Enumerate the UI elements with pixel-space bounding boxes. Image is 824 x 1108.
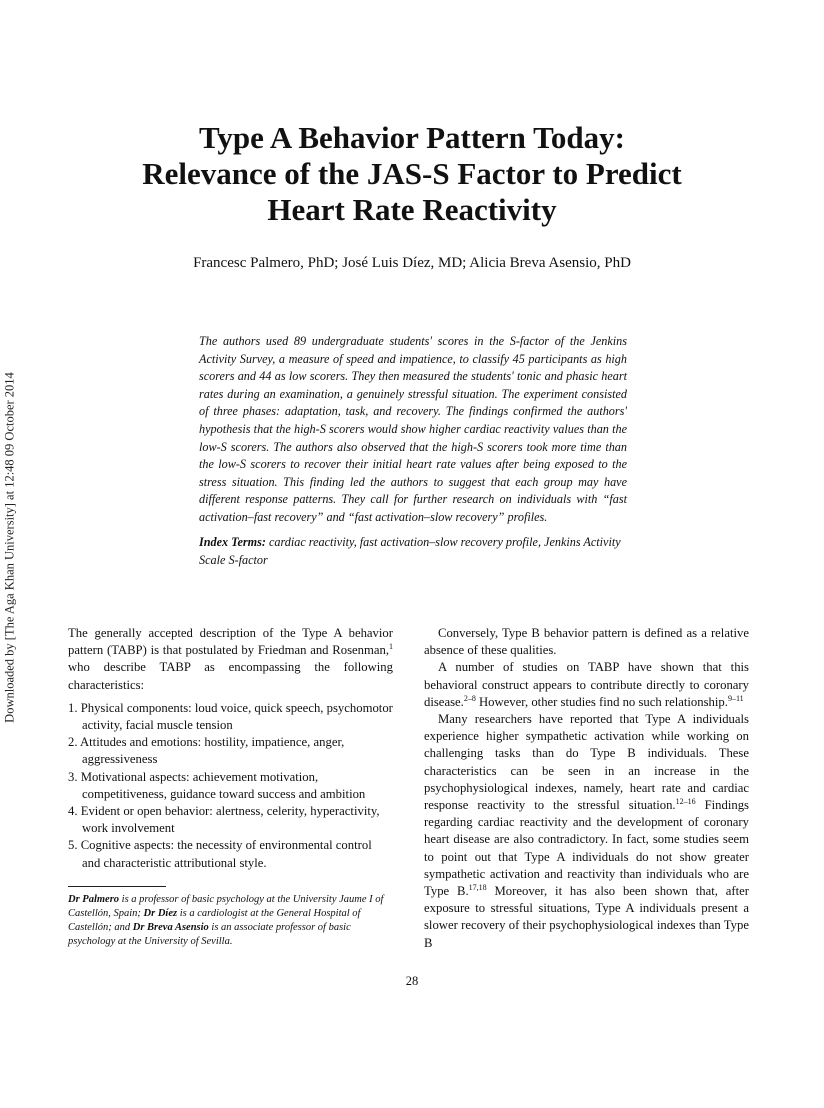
- index-terms-label: Index Terms:: [199, 535, 266, 549]
- list-item: 5. Cognitive aspects: the necessity of environmental control and characteristic attributional style.: [68, 838, 372, 870]
- index-terms-text: cardiac reactivity, fast activation–slow recovery profile, Jenkins Activity Scale S-factor: [199, 535, 621, 567]
- author-footnote: [68, 893, 393, 949]
- list-item: 4. Evident or open behavior: alertness, celerity, hyperactivity, work involvement: [68, 804, 380, 836]
- abstract: The authors used 89 undergraduate students' scores in the S-factor of the Jenkins Activity Survey, a measure of speed and impatience, to classify 45 participants as high scorers and 44 as low scorers. They then measured the students' tonic and phasic heart rates during an examination, a genuinely stressful situation. The experiment consisted of three phases: adaptation, task, and recovery. The findings confirmed the authors' hypothesis that the high-S scorers would show higher cardiac reactivity values than the low-S scorers. The authors also observed that the high-S scorers took more time than the low-S scorers to recover their initial heart rate values after being exposed to the stress situation. This finding led the authors to suggest that each group may have different response patterns. They call for further research on individuals with “fast activation–fast recovery” and “fast activation–slow recovery” profiles.: [199, 334, 627, 524]
- reference-marker: 2–8: [463, 693, 476, 703]
- title-line-3: Heart Rate Reactivity: [267, 192, 557, 227]
- index-terms: [199, 534, 627, 569]
- reference-marker: 17,18: [468, 882, 487, 892]
- reference-marker: 12–16: [675, 796, 696, 806]
- paragraph-text: Moreover, it has also been shown that, after exposure to stressful situations, Type A individuals present a slower recovery of their psychophysiological indexes than Type B: [424, 884, 749, 950]
- article-title: [80, 120, 744, 228]
- download-watermark: Downloaded by [The Aga Khan University] at 12:48 09 October 2014: [2, 372, 17, 723]
- page-number: 28: [405, 974, 419, 988]
- list-item: 2. Attitudes and emotions: hostility, impatience, anger, aggressiveness: [68, 735, 345, 767]
- footnote-name: Dr Palmero: [68, 893, 120, 905]
- body-paragraph: [424, 711, 749, 952]
- paragraph-text: However, other studies find no such relationship.: [475, 694, 728, 709]
- paragraph-text: Findings regarding cardiac reactivity and the development of coronary heart disease are also contradictory. In fact, some studies seem to point out that Type A individuals do not show greater sympathetic activation and reactivity than individuals who are Type B.: [424, 798, 749, 899]
- intro-text-b: who describe TABP as encompassing the following characteristics:: [68, 660, 393, 692]
- right-column: [424, 625, 749, 952]
- title-line-2: Relevance of the JAS-S Factor to Predict: [142, 156, 682, 191]
- paragraph-text: A number of studies on TABP have shown that this behavioral construct appears to contribute directly to coronary disease.: [424, 660, 749, 709]
- footnote-text: is an associate professor of basic psychology at the University of Sevilla.: [68, 921, 351, 947]
- intro-text-a: The generally accepted description of the Type A behavior pattern (TABP) is that postulated by Friedman and Rosenman,: [68, 626, 393, 658]
- reference-marker: 1: [389, 641, 393, 651]
- left-column: [68, 625, 393, 949]
- footnote-text: is a professor of basic psychology at the University Jaume I of Castellón, Spain;: [68, 893, 384, 919]
- list-item: 1. Physical components: loud voice, quick speech, psychomotor activity, facial muscle tension: [68, 700, 393, 733]
- footnote-name: Dr Díez: [143, 907, 178, 919]
- intro-paragraph: [68, 625, 393, 694]
- characteristics-list: [68, 700, 393, 872]
- author-list: Francesc Palmero, PhD; José Luis Díez, MD; Alicia Breva Asensio, PhD: [193, 255, 631, 271]
- footnote-name: Dr Breva Asensio: [132, 921, 209, 933]
- reference-marker: 9–11: [727, 693, 744, 703]
- footnote-divider: [68, 886, 166, 887]
- list-item: 3. Motivational aspects: achievement motivation, competitiveness, guidance toward success and ambition: [68, 769, 366, 801]
- title-line-1: Type A Behavior Pattern Today:: [198, 120, 625, 155]
- body-paragraph: [424, 659, 749, 711]
- body-paragraph: Conversely, Type B behavior pattern is defined as a relative absence of these qualities.: [424, 626, 749, 658]
- footnote-text: is a cardiologist at the General Hospital of Castellón; and: [68, 907, 361, 933]
- paragraph-text: Many researchers have reported that Type A individuals experience higher sympathetic activation while working on challenging tasks than do Type B individuals. These characteristics can be seen in an increase in the psychophysiological indexes, namely, heart rate and cardiac response reactivity to the stressful situation.: [424, 712, 749, 813]
